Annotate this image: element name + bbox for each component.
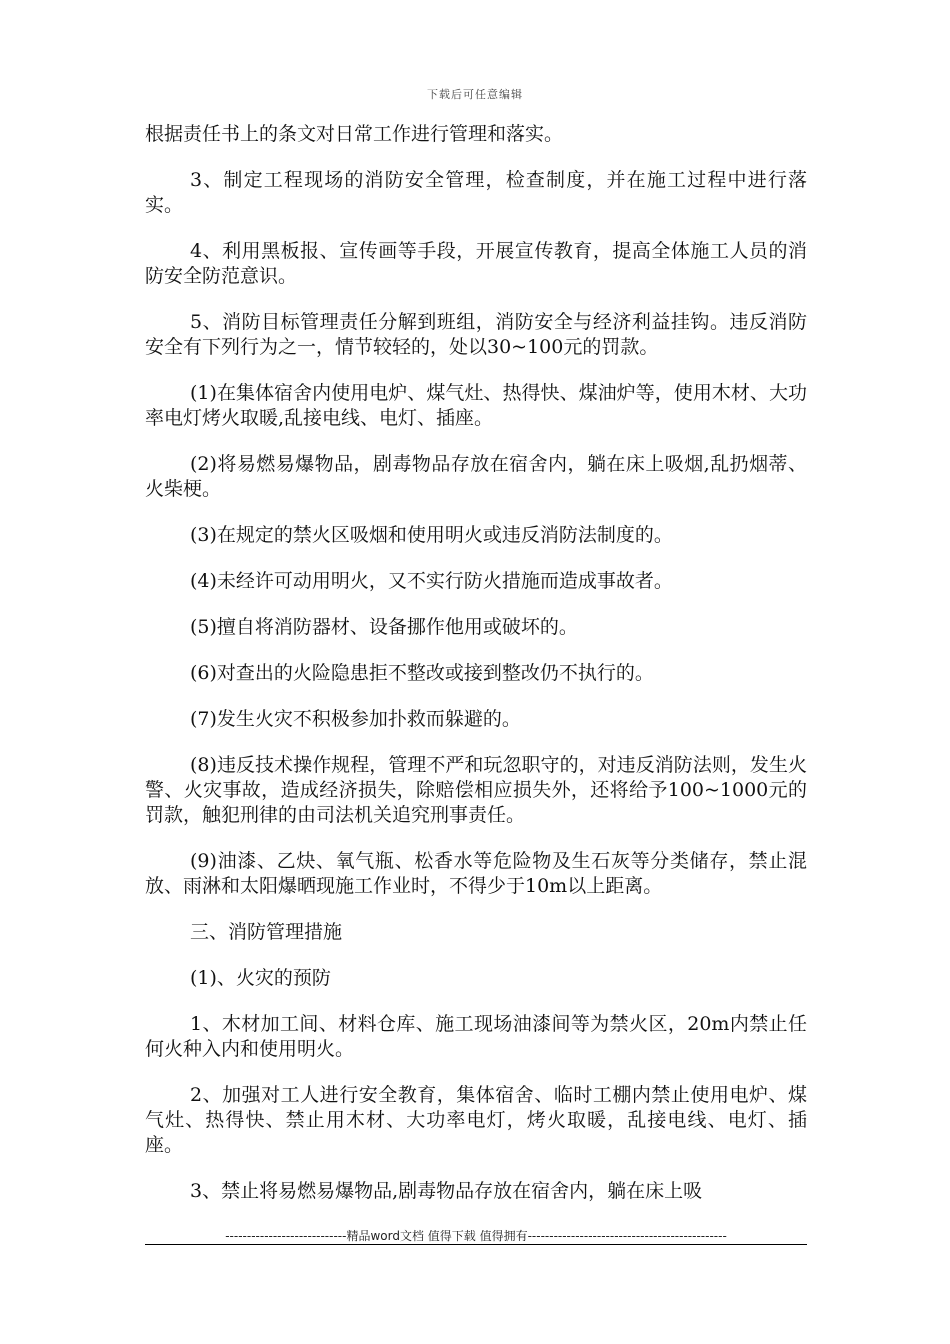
paragraph: (1)在集体宿舍内使用电炉、煤气灶、热得快、煤油炉等，使用木材、大功率电灯烤火取暖,乱接电线、电灯、插座。	[145, 382, 807, 429]
paragraph: (2)将易燃易爆物品，剧毒物品存放在宿舍内，躺在床上吸烟,乱扔烟蒂、火柴梗。	[145, 453, 807, 500]
paragraph: (3)在规定的禁火区吸烟和使用明火或违反消防法制度的。	[190, 524, 673, 546]
paragraph: 3、禁止将易燃易爆物品,剧毒物品存放在宿舍内，躺在床上吸	[190, 1180, 703, 1202]
document-body	[145, 122, 807, 1225]
paragraph: (9)油漆、乙炔、氧气瓶、松香水等危险物及生石灰等分类储存，禁止混放、雨淋和太阳爆晒现施工作业时，不得少于10m以上距离。	[145, 850, 807, 897]
page-header: 下载后可任意编辑	[427, 88, 523, 101]
subsection-heading: (1)、火灾的预防	[190, 967, 331, 989]
page-footer: ----------------------------精品word文档 值得下载 值得拥有----------------------------------------------	[225, 1229, 727, 1243]
paragraph: 1、木材加工间、材料仓库、施工现场油漆间等为禁火区，20m内禁止任何火种入内和使用明火。	[145, 1013, 807, 1060]
paragraph: (6)对查出的火险隐患拒不整改或接到整改仍不执行的。	[190, 662, 654, 684]
paragraph: (7)发生火灾不积极参加扑救而躲避的。	[190, 708, 521, 730]
footer-rule	[145, 1244, 807, 1245]
paragraph: (5)擅自将消防器材、设备挪作他用或破坏的。	[190, 616, 578, 638]
paragraph: 4、利用黑板报、宣传画等手段，开展宣传教育，提高全体施工人员的消防安全防范意识。	[145, 240, 807, 287]
section-heading: 三、消防管理措施	[190, 921, 343, 943]
paragraph: 根据责任书上的条文对日常工作进行管理和落实。	[145, 123, 564, 145]
paragraph: (4)未经许可动用明火，又不实行防火措施而造成事故者。	[190, 570, 673, 592]
paragraph: 2、加强对工人进行安全教育，集体宿舍、临时工棚内禁止使用电炉、煤气灶、热得快、禁止用木材、大功率电灯，烤火取暖，乱接电线、电灯、插座。	[145, 1084, 807, 1156]
paragraph: 5、消防目标管理责任分解到班组，消防安全与经济利益挂钩。违反消防安全有下列行为之一，情节较轻的，处以30~100元的罚款。	[145, 311, 807, 358]
paragraph: (8)违反技术操作规程，管理不严和玩忽职守的，对违反消防法则，发生火警、火灾事故，造成经济损失，除赔偿相应损失外，还将给予100~1000元的罚款，触犯刑律的由司法机关追究刑事责任。	[145, 754, 807, 826]
paragraph: 3、制定工程现场的消防安全管理，检查制度，并在施工过程中进行落实。	[145, 169, 807, 216]
